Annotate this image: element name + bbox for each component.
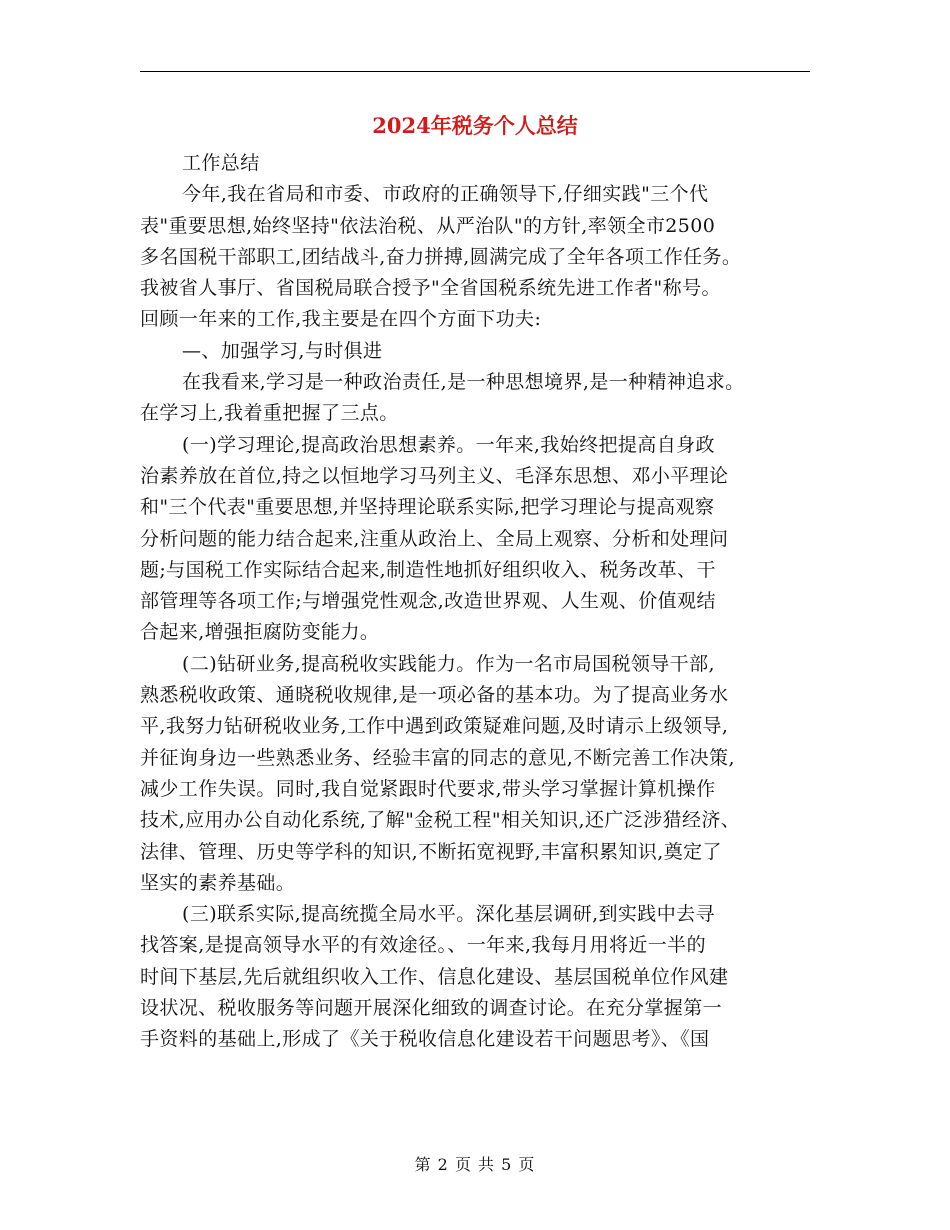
paragraph-line: 在学习上,我着重把握了三点。 xyxy=(140,402,399,425)
paragraph-line: 减少工作失误。同时,我自觉紧跟时代要求,带头学习掌握计算机操作 xyxy=(140,777,716,800)
paragraph-line: 回顾一年来的工作,我主要是在四个方面下功夫: xyxy=(140,308,542,331)
paragraph-line: 法律、管理、历史等学科的知识,不断拓宽视野,丰富积累知识,奠定了 xyxy=(140,840,722,863)
paragraph-line: (三)联系实际,提高统揽全局水平。深化基层调研,到实践中去寻 xyxy=(182,903,715,926)
document-title: 2024年税务个人总结 xyxy=(372,113,578,138)
paragraph-line: 我被省人事厅、省国税局联合授予"全省国税系统先进工作者"称号。 xyxy=(140,277,721,300)
page-number-footer: 第 2 页 共 5 页 xyxy=(414,1155,536,1174)
paragraph-line: 部管理等各项工作;与增强党性观念,改造世界观、人生观、价值观结 xyxy=(140,590,716,613)
paragraph-line: 手资料的基础上,形成了《关于税收信息化建设若干问题思考》、《国 xyxy=(140,1028,710,1051)
paragraph-line: 今年,我在省局和市委、市政府的正确领导下,仔细实践"三个代 xyxy=(182,183,709,206)
paragraph-line: 设状况、税收服务等问题开展深化细致的调查讨论。在充分掌握第一 xyxy=(140,997,723,1020)
paragraph-line: 平,我努力钻研税收业务,工作中遇到政策疑难问题,及时请示上级领导, xyxy=(140,715,729,738)
paragraph-line: 题;与国税工作实际结合起来,制造性地抓好组织收入、税务改革、干 xyxy=(140,558,716,581)
document-body xyxy=(140,148,820,1056)
paragraph-line: 治素养放在首位,持之以恒地学习马列主义、毛泽东思想、邓小平理论 xyxy=(140,464,729,487)
header-rule xyxy=(140,71,810,72)
paragraph-line: 找答案,是提高领导水平的有效途径。、一年来,我每月用将近一半的 xyxy=(140,934,706,957)
paragraph-line: 熟悉税收政策、通晓税收规律,是一项必备的基本功。为了提高业务水 xyxy=(140,684,729,707)
paragraph-line: 多名国税干部职工,团结战斗,奋力拼搏,圆满完成了全年各项工作任务。 xyxy=(140,245,742,268)
paragraph-line: (一)学习理论,提高政治思想素养。一年来,我始终把提高自身政 xyxy=(182,433,715,456)
paragraph-line: 合起来,增强拒腐防变能力。 xyxy=(140,621,380,644)
paragraph-line: 时间下基层,先后就组织收入工作、信息化建设、基层国税单位作风建 xyxy=(140,965,729,988)
paragraph-line: 和"三个代表"重要思想,并坚持理论联系实际,把学习理论与提高观察 xyxy=(140,496,715,519)
paragraph-line: 并征询身边一些熟悉业务、经验丰富的同志的意见,不断完善工作决策, xyxy=(140,746,735,769)
paragraph-line: 坚实的素养基础。 xyxy=(140,871,296,894)
paragraph-line: 在我看来,学习是一种政治责任,是一种思想境界,是一种精神追求。 xyxy=(182,371,745,394)
paragraph-line: 分析问题的能力结合起来,注重从政治上、全局上观察、分析和处理问 xyxy=(140,527,729,550)
paragraph-line: 技术,应用办公自动化系统,了解"金税工程"相关知识,还广泛涉猎经济、 xyxy=(140,809,741,832)
section-heading: 工作总结 xyxy=(182,152,260,174)
section-heading: —、加强学习,与时俱进 xyxy=(182,339,383,362)
paragraph-line: 表"重要思想,始终坚持"依法治税、从严治队"的方针,率领全市2500 xyxy=(140,214,716,237)
paragraph-line: (二)钻研业务,提高税收实践能力。作为一名市局国税领导干部, xyxy=(182,652,715,675)
